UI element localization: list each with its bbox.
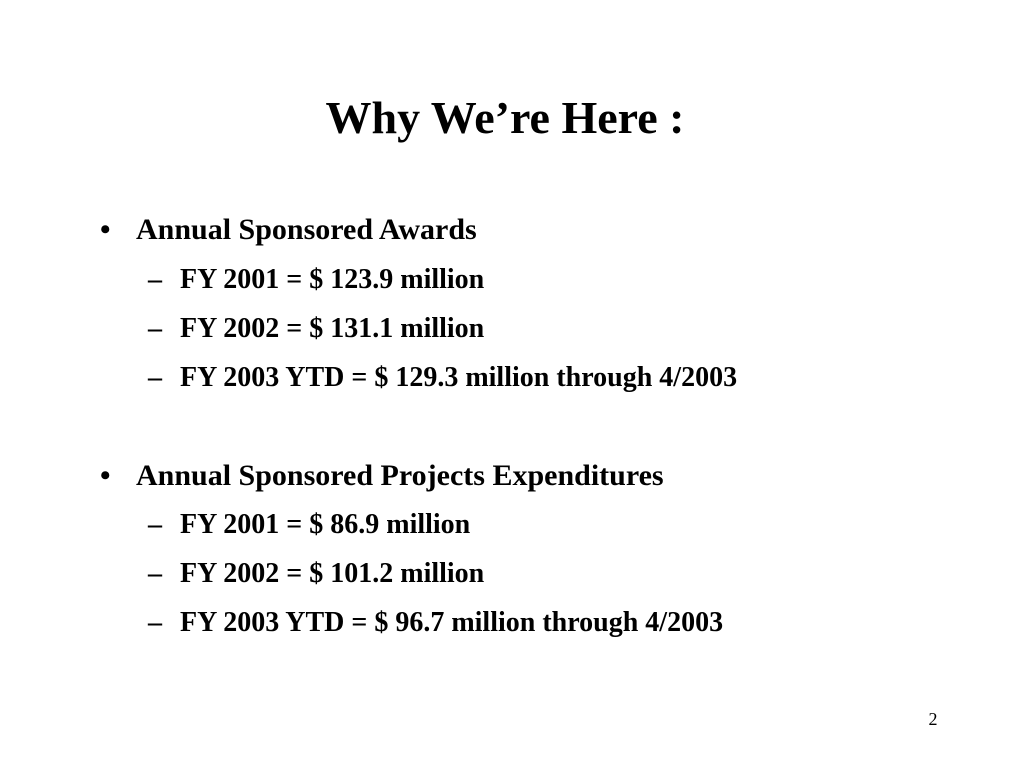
sub-item-expenditures-fy2003 [148, 603, 723, 643]
sub-item-text: FY 2002 = $ 131.1 million [180, 313, 485, 344]
bullet-annual-sponsored-awards [100, 210, 477, 250]
sub-item-expenditures-fy2002 [148, 554, 484, 594]
sub-item-text: FY 2003 YTD = $ 129.3 million through 4/2003 [180, 362, 738, 393]
bullet-annual-sponsored-expenditures [100, 456, 664, 496]
slide-title: Why We’re Here : [325, 92, 685, 143]
dash-marker: – [148, 313, 162, 344]
sub-item-text: FY 2001 = $ 86.9 million [180, 509, 471, 540]
dash-marker: – [148, 558, 162, 589]
page-number: 2 [928, 709, 938, 729]
dash-marker: – [148, 509, 162, 540]
bullet-text: Annual Sponsored Projects Expenditures [136, 459, 664, 492]
sub-item-text: FY 2001 = $ 123.9 million [180, 264, 485, 295]
sub-item-text: FY 2003 YTD = $ 96.7 million through 4/2003 [180, 607, 724, 638]
sub-item-text: FY 2002 = $ 101.2 million [180, 558, 485, 589]
dash-marker: – [148, 264, 162, 295]
bullet-text: Annual Sponsored Awards [136, 213, 477, 246]
sub-item-awards-fy2002 [148, 309, 484, 349]
dash-marker: – [148, 607, 162, 638]
sub-item-awards-fy2003 [148, 358, 737, 398]
dash-marker: – [148, 362, 162, 393]
sub-item-awards-fy2001 [148, 260, 484, 300]
sub-item-expenditures-fy2001 [148, 505, 470, 545]
bullet-marker: • [100, 213, 111, 246]
bullet-marker: • [100, 459, 111, 492]
